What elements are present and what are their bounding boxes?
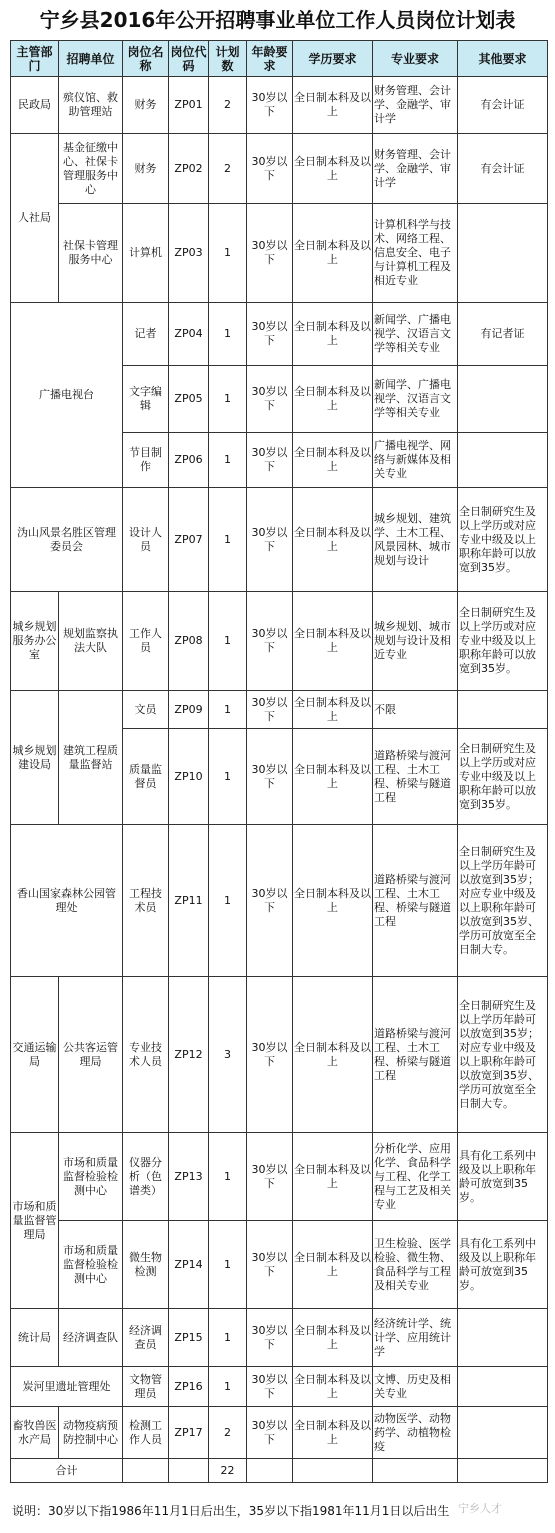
table-row xyxy=(11,77,548,134)
other-cell: 全日制研究生及以上学历或对应专业中级及以上职称年龄可以放宽到35岁。 xyxy=(458,729,548,825)
education-cell: 全日制本科及以上 xyxy=(293,691,373,729)
other-cell xyxy=(458,1407,548,1459)
code-cell: ZP12 xyxy=(169,977,209,1133)
dept-cell: 民政局 xyxy=(11,77,59,134)
education-cell: 全日制本科及以上 xyxy=(293,1309,373,1367)
unit-cell: 基金征缴中心、社保卡管理服务中心 xyxy=(59,134,123,204)
post-cell: 质量监督员 xyxy=(123,729,169,825)
header-unit: 招聘单位 xyxy=(59,41,123,77)
age-cell: 30岁以下 xyxy=(247,1367,293,1407)
education-cell: 全日制本科及以上 xyxy=(293,592,373,691)
count-cell: 2 xyxy=(209,1407,247,1459)
count-cell: 1 xyxy=(209,1221,247,1309)
header-education: 学历要求 xyxy=(293,41,373,77)
major-cell: 分析化学、应用化学、食品科学与工程、化学工程与工艺及相关专业 xyxy=(373,1133,458,1221)
count-cell: 3 xyxy=(209,977,247,1133)
post-cell: 财务 xyxy=(123,77,169,134)
age-cell: 30岁以下 xyxy=(247,366,293,433)
major-cell: 财务管理、会计学、金融学、审计学 xyxy=(373,77,458,134)
education-cell: 全日制本科及以上 xyxy=(293,1221,373,1309)
education-cell: 全日制本科及以上 xyxy=(293,729,373,825)
recruitment-table xyxy=(10,40,548,1483)
major-cell: 经济统计学、统计学、应用统计学 xyxy=(373,1309,458,1367)
education-cell: 全日制本科及以上 xyxy=(293,488,373,592)
table-row xyxy=(11,303,548,366)
major-cell: 财务管理、会计学、金融学、审计学 xyxy=(373,134,458,204)
code-cell: ZP07 xyxy=(169,488,209,592)
count-cell: 1 xyxy=(209,433,247,488)
major-cell: 广播电视学、网络与新媒体及相关专业 xyxy=(373,433,458,488)
other-cell: 有记者证 xyxy=(458,303,548,366)
code-cell: ZP09 xyxy=(169,691,209,729)
dept-cell: 市场和质量监督管理局 xyxy=(11,1133,59,1309)
count-cell: 1 xyxy=(209,303,247,366)
other-cell: 具有化工系列中级及以上职称年龄可放宽到35岁。 xyxy=(458,1133,548,1221)
table-row xyxy=(11,825,548,977)
total-row xyxy=(11,1459,548,1483)
dept-cell: 城乡规划建设局 xyxy=(11,691,59,825)
table-row xyxy=(11,204,548,303)
age-cell: 30岁以下 xyxy=(247,204,293,303)
age-cell: 30岁以下 xyxy=(247,303,293,366)
table-row xyxy=(11,1367,548,1407)
other-cell xyxy=(458,1309,548,1367)
unit-cell: 殡仪馆、救助管理站 xyxy=(59,77,123,134)
table-row xyxy=(11,1133,548,1221)
post-cell: 仪器分析（色谱类） xyxy=(123,1133,169,1221)
code-cell: ZP08 xyxy=(169,592,209,691)
code-cell: ZP02 xyxy=(169,134,209,204)
post-cell: 文员 xyxy=(123,691,169,729)
education-cell: 全日制本科及以上 xyxy=(293,977,373,1133)
education-cell: 全日制本科及以上 xyxy=(293,134,373,204)
education-cell: 全日制本科及以上 xyxy=(293,1367,373,1407)
dept-cell: 统计局 xyxy=(11,1309,59,1367)
header-major: 专业要求 xyxy=(373,41,458,77)
header-row xyxy=(11,41,548,77)
table-row xyxy=(11,134,548,204)
other-cell: 全日制研究生及以上学历年龄可以放宽到35岁；对应专业中级及以上职称年龄可以放宽到35岁、学历可放宽至全日制大专。 xyxy=(458,977,548,1133)
count-cell: 1 xyxy=(209,204,247,303)
post-cell: 微生物检测 xyxy=(123,1221,169,1309)
major-cell: 文博、历史及相关专业 xyxy=(373,1367,458,1407)
empty-cell xyxy=(458,1459,548,1483)
code-cell: ZP10 xyxy=(169,729,209,825)
age-cell: 30岁以下 xyxy=(247,1407,293,1459)
major-cell: 新闻学、广播电视学、汉语言文学等相关专业 xyxy=(373,366,458,433)
count-cell: 2 xyxy=(209,134,247,204)
education-cell: 全日制本科及以上 xyxy=(293,1133,373,1221)
table-row xyxy=(11,592,548,691)
unit-cell: 社保卡管理服务中心 xyxy=(59,204,123,303)
header-other: 其他要求 xyxy=(458,41,548,77)
post-cell: 检测工作人员 xyxy=(123,1407,169,1459)
other-cell: 有会计证 xyxy=(458,77,548,134)
age-cell: 30岁以下 xyxy=(247,77,293,134)
education-cell: 全日制本科及以上 xyxy=(293,204,373,303)
empty-cell xyxy=(123,1459,169,1483)
count-cell: 1 xyxy=(209,1133,247,1221)
major-cell: 卫生检验、医学检验、微生物、食品科学与工程及相关专业 xyxy=(373,1221,458,1309)
unit-cell: 市场和质量监督检验检测中心 xyxy=(59,1221,123,1309)
other-cell xyxy=(458,204,548,303)
dept-cell: 人社局 xyxy=(11,134,59,303)
major-cell: 城乡规划、城市规划与设计及相近专业 xyxy=(373,592,458,691)
other-cell: 全日制研究生及以上学历或对应专业中级及以上职称年龄可以放宽到35岁。 xyxy=(458,592,548,691)
code-cell: ZP16 xyxy=(169,1367,209,1407)
age-cell: 30岁以下 xyxy=(247,729,293,825)
age-cell: 30岁以下 xyxy=(247,691,293,729)
major-cell: 道路桥梁与渡河工程、土木工程、桥梁与隧道工程 xyxy=(373,977,458,1133)
table-row xyxy=(11,977,548,1133)
education-cell: 全日制本科及以上 xyxy=(293,433,373,488)
empty-cell xyxy=(373,1459,458,1483)
code-cell: ZP04 xyxy=(169,303,209,366)
age-cell: 30岁以下 xyxy=(247,433,293,488)
empty-cell xyxy=(247,1459,293,1483)
post-cell: 文物管理员 xyxy=(123,1367,169,1407)
code-cell: ZP06 xyxy=(169,433,209,488)
table-row xyxy=(11,1407,548,1459)
code-cell: ZP01 xyxy=(169,77,209,134)
total-label: 合计 xyxy=(11,1459,123,1483)
empty-cell xyxy=(169,1459,209,1483)
unit-cell: 动物疫病预防控制中心 xyxy=(59,1407,123,1459)
post-cell: 经济调查员 xyxy=(123,1309,169,1367)
other-cell: 全日制研究生及以上学历或对应专业中级及以上职称年龄可以放宽到35岁。 xyxy=(458,488,548,592)
table-row xyxy=(11,1309,548,1367)
table-row xyxy=(11,1221,548,1309)
other-cell xyxy=(458,366,548,433)
header-code: 岗位代码 xyxy=(169,41,209,77)
major-cell: 道路桥梁与渡河工程、土木工程、桥梁与隧道工程 xyxy=(373,825,458,977)
watermark: 宁乡人才 xyxy=(458,1502,502,1515)
major-cell: 计算机科学与技术、网络工程、信息安全、电子与计算机工程及相近专业 xyxy=(373,204,458,303)
count-cell: 1 xyxy=(209,1309,247,1367)
table-row xyxy=(11,488,548,592)
count-cell: 1 xyxy=(209,691,247,729)
header-post: 岗位名称 xyxy=(123,41,169,77)
count-cell: 1 xyxy=(209,488,247,592)
post-cell: 文字编辑 xyxy=(123,366,169,433)
code-cell: ZP15 xyxy=(169,1309,209,1367)
post-cell: 专业技术人员 xyxy=(123,977,169,1133)
code-cell: ZP03 xyxy=(169,204,209,303)
count-cell: 1 xyxy=(209,366,247,433)
post-cell: 节目制作 xyxy=(123,433,169,488)
post-cell: 工作人员 xyxy=(123,592,169,691)
major-cell: 道路桥梁与渡河工程、土木工程、桥梁与隧道工程 xyxy=(373,729,458,825)
dept-cell: 广播电视台 xyxy=(11,303,123,488)
age-cell: 30岁以下 xyxy=(247,592,293,691)
unit-cell: 规划监察执法大队 xyxy=(59,592,123,691)
table-row xyxy=(11,691,548,729)
dept-cell: 沩山风景名胜区管理委员会 xyxy=(11,488,123,592)
dept-cell: 炭河里遗址管理处 xyxy=(11,1367,123,1407)
post-cell: 记者 xyxy=(123,303,169,366)
major-cell: 城乡规划、建筑学、土木工程、风景园林、城市规划与设计 xyxy=(373,488,458,592)
code-cell: ZP11 xyxy=(169,825,209,977)
other-cell xyxy=(458,691,548,729)
dept-cell: 城乡规划服务办公室 xyxy=(11,592,59,691)
page-title: 宁乡县2016年公开招聘事业单位工作人员岗位计划表 xyxy=(39,8,516,32)
code-cell: ZP05 xyxy=(169,366,209,433)
unit-cell: 市场和质量监督检验检测中心 xyxy=(59,1133,123,1221)
major-cell: 不限 xyxy=(373,691,458,729)
unit-cell: 经济调查队 xyxy=(59,1309,123,1367)
header-dept: 主管部门 xyxy=(11,41,59,77)
dept-cell: 交通运输局 xyxy=(11,977,59,1133)
count-cell: 1 xyxy=(209,825,247,977)
code-cell: ZP17 xyxy=(169,1407,209,1459)
count-cell: 2 xyxy=(209,77,247,134)
age-cell: 30岁以下 xyxy=(247,134,293,204)
count-cell: 1 xyxy=(209,592,247,691)
unit-cell: 建筑工程质量监督站 xyxy=(59,691,123,825)
education-cell: 全日制本科及以上 xyxy=(293,825,373,977)
other-cell: 具有化工系列中级及以上职称年龄可放宽到35岁。 xyxy=(458,1221,548,1309)
post-cell: 财务 xyxy=(123,134,169,204)
age-cell: 30岁以下 xyxy=(247,1133,293,1221)
major-cell: 动物医学、动物药学、动植物检疫 xyxy=(373,1407,458,1459)
post-cell: 设计人员 xyxy=(123,488,169,592)
age-cell: 30岁以下 xyxy=(247,977,293,1133)
age-cell: 30岁以下 xyxy=(247,825,293,977)
unit-cell: 公共客运管理局 xyxy=(59,977,123,1133)
dept-cell: 畜牧兽医水产局 xyxy=(11,1407,59,1459)
code-cell: ZP13 xyxy=(169,1133,209,1221)
empty-cell xyxy=(293,1459,373,1483)
dept-cell: 香山国家森林公园管理处 xyxy=(11,825,123,977)
post-cell: 计算机 xyxy=(123,204,169,303)
education-cell: 全日制本科及以上 xyxy=(293,366,373,433)
code-cell: ZP14 xyxy=(169,1221,209,1309)
education-cell: 全日制本科及以上 xyxy=(293,303,373,366)
age-cell: 30岁以下 xyxy=(247,488,293,592)
post-cell: 工程技术员 xyxy=(123,825,169,977)
count-cell: 1 xyxy=(209,1367,247,1407)
major-cell: 新闻学、广播电视学、汉语言文学等相关专业 xyxy=(373,303,458,366)
age-cell: 30岁以下 xyxy=(247,1221,293,1309)
other-cell: 有会计证 xyxy=(458,134,548,204)
other-cell xyxy=(458,1367,548,1407)
header-age: 年龄要求 xyxy=(247,41,293,77)
count-cell: 1 xyxy=(209,729,247,825)
education-cell: 全日制本科及以上 xyxy=(293,77,373,134)
age-cell: 30岁以下 xyxy=(247,1309,293,1367)
total-value: 22 xyxy=(209,1459,247,1483)
education-cell: 全日制本科及以上 xyxy=(293,1407,373,1459)
header-count: 计划数 xyxy=(209,41,247,77)
other-cell xyxy=(458,433,548,488)
other-cell: 全日制研究生及以上学历年龄可以放宽到35岁；对应专业中级及以上职称年龄可以放宽到35岁、学历可放宽至全日制大专。 xyxy=(458,825,548,977)
footnote: 说明：30岁以下指1986年11月1日后出生，35岁以下指1981年11月1日以后出生 xyxy=(12,1504,450,1518)
